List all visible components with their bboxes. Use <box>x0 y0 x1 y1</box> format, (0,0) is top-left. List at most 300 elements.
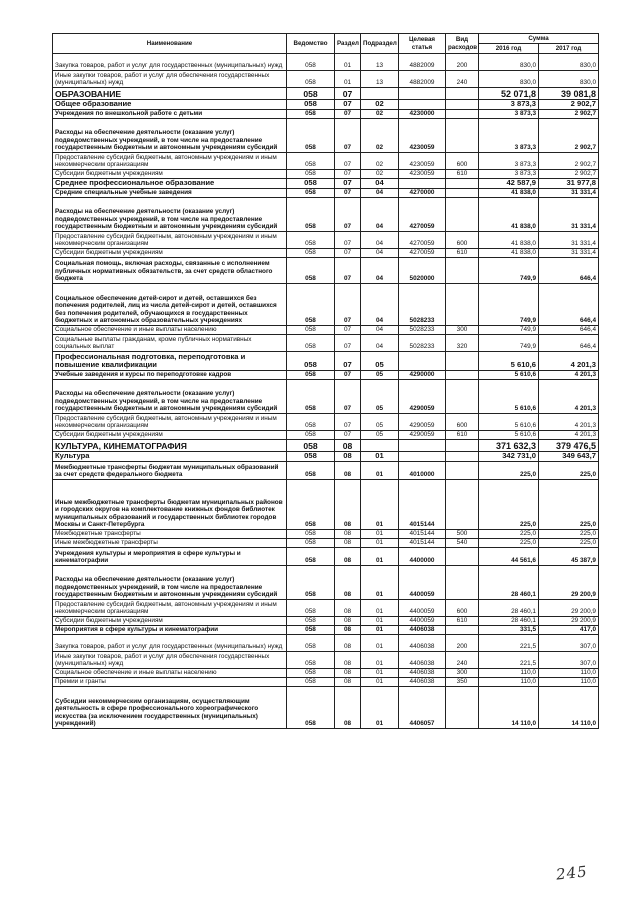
cell-name: Расходы на обеспечение деятельности (оказание услуг) подведомственных учреждений, в том числе на предоставление государственным бюджетным и автономным учреждениям субсидий <box>53 566 287 600</box>
table-row <box>53 452 599 462</box>
cell-sum-2016: 41 838,0 <box>479 249 539 258</box>
cell-section: 07 <box>335 153 361 170</box>
cell-name: Общее образование <box>53 100 287 110</box>
cell-exptype <box>446 380 479 414</box>
cell-name: Социальное обеспечение детей-сирот и детей, оставшихся без попечения родителей, лиц из числа детей-сирот и детей, оставшихся без попечения родителей, обучающихся в государственных бюджетных и автономных образовательных учреждениях <box>53 284 287 326</box>
table-row <box>53 88 599 100</box>
table-row <box>53 462 599 480</box>
cell-dept: 058 <box>287 414 335 431</box>
cell-subsection: 04 <box>361 198 399 232</box>
cell-subsection: 04 <box>361 326 399 335</box>
cell-sum-2016: 14 110,0 <box>479 687 539 729</box>
cell-sum-2017: 14 110,0 <box>539 687 599 729</box>
table-row <box>53 414 599 431</box>
header-subsection: Подраздел <box>361 34 399 54</box>
cell-dept: 058 <box>287 530 335 539</box>
table-row <box>53 170 599 179</box>
cell-name: Предоставление субсидий бюджетным, автономным учреждениям и иным некоммерческим организациям <box>53 414 287 431</box>
cell-sum-2017: 307,0 <box>539 635 599 652</box>
cell-subsection: 04 <box>361 335 399 352</box>
cell-sum-2017: 830,0 <box>539 71 599 88</box>
cell-target: 4290059 <box>399 414 446 431</box>
cell-exptype <box>446 462 479 480</box>
table-row <box>53 652 599 669</box>
cell-section: 07 <box>335 258 361 284</box>
cell-exptype <box>446 371 479 380</box>
table-row <box>53 71 599 88</box>
cell-sum-2016: 749,9 <box>479 326 539 335</box>
cell-sum-2017: 646,4 <box>539 326 599 335</box>
table-row <box>53 530 599 539</box>
cell-exptype: 240 <box>446 652 479 669</box>
cell-target: 4010000 <box>399 462 446 480</box>
cell-section: 07 <box>335 249 361 258</box>
cell-target: 4406057 <box>399 687 446 729</box>
cell-exptype <box>446 440 479 452</box>
cell-sum-2017: 29 200,9 <box>539 617 599 626</box>
cell-dept: 058 <box>287 380 335 414</box>
header-exptype: Вид расходов <box>446 34 479 54</box>
cell-target: 4015144 <box>399 530 446 539</box>
cell-name: Закупка товаров, работ и услуг для государственных (муниципальных) нужд <box>53 635 287 652</box>
cell-sum-2016: 371 632,3 <box>479 440 539 452</box>
cell-sum-2017: 29 200,9 <box>539 566 599 600</box>
table-row <box>53 352 599 371</box>
cell-subsection: 02 <box>361 100 399 110</box>
cell-sum-2017: 417,0 <box>539 626 599 635</box>
cell-name: Иные закупки товаров, работ и услуг для обеспечения государственных (муниципальных) нужд <box>53 71 287 88</box>
header-section: Раздел <box>335 34 361 54</box>
cell-exptype: 300 <box>446 669 479 678</box>
cell-subsection: 01 <box>361 566 399 600</box>
cell-name: Учебные заведения и курсы по переподготовке кадров <box>53 371 287 380</box>
cell-sum-2016: 221,5 <box>479 652 539 669</box>
table-row <box>53 189 599 198</box>
cell-sum-2017: 646,4 <box>539 284 599 326</box>
cell-target: 4230059 <box>399 153 446 170</box>
cell-sum-2016: 225,0 <box>479 462 539 480</box>
cell-target: 5020000 <box>399 258 446 284</box>
cell-section: 08 <box>335 626 361 635</box>
cell-subsection: 04 <box>361 189 399 198</box>
cell-sum-2016: 225,0 <box>479 480 539 530</box>
cell-dept: 058 <box>287 617 335 626</box>
cell-section: 07 <box>335 110 361 119</box>
cell-section: 07 <box>335 179 361 189</box>
cell-exptype <box>446 566 479 600</box>
budget-table-sheet <box>52 33 598 729</box>
cell-target: 5028233 <box>399 335 446 352</box>
cell-name: Профессиональная подготовка, переподготовка и повышение квалификации <box>53 352 287 371</box>
cell-name: Субсидии бюджетным учреждениям <box>53 249 287 258</box>
cell-sum-2017: 110,0 <box>539 669 599 678</box>
cell-subsection: 01 <box>361 539 399 548</box>
table-row <box>53 548 599 566</box>
cell-sum-2016: 52 071,8 <box>479 88 539 100</box>
cell-dept: 058 <box>287 652 335 669</box>
cell-sum-2017: 2 902,7 <box>539 110 599 119</box>
budget-table <box>52 33 599 729</box>
cell-subsection: 04 <box>361 284 399 326</box>
cell-sum-2017: 39 081,8 <box>539 88 599 100</box>
cell-sum-2016: 28 460,1 <box>479 566 539 600</box>
cell-exptype: 610 <box>446 170 479 179</box>
cell-target: 4406038 <box>399 635 446 652</box>
cell-subsection: 04 <box>361 249 399 258</box>
table-row <box>53 110 599 119</box>
cell-name: КУЛЬТУРА, КИНЕМАТОГРАФИЯ <box>53 440 287 452</box>
cell-name: Расходы на обеспечение деятельности (оказание услуг) подведомственных учреждений, в том числе на предоставление государственным бюджетным и автономным учреждениям субсидий <box>53 198 287 232</box>
cell-sum-2016: 41 838,0 <box>479 198 539 232</box>
cell-subsection: 01 <box>361 678 399 687</box>
cell-name: Предоставление субсидий бюджетным, автономным учреждениям и иным некоммерческим организациям <box>53 232 287 249</box>
cell-sum-2017: 31 977,8 <box>539 179 599 189</box>
cell-target: 5028233 <box>399 284 446 326</box>
table-row <box>53 153 599 170</box>
table-row <box>53 371 599 380</box>
cell-subsection: 05 <box>361 414 399 431</box>
cell-dept: 058 <box>287 179 335 189</box>
cell-exptype: 600 <box>446 600 479 617</box>
table-row <box>53 54 599 71</box>
cell-target: 4882009 <box>399 71 446 88</box>
cell-exptype <box>446 198 479 232</box>
cell-name: Иные межбюджетные трансферты <box>53 539 287 548</box>
cell-subsection: 04 <box>361 258 399 284</box>
cell-exptype <box>446 110 479 119</box>
cell-sum-2017: 646,4 <box>539 258 599 284</box>
cell-subsection: 04 <box>361 179 399 189</box>
cell-section: 07 <box>335 371 361 380</box>
cell-section: 07 <box>335 431 361 440</box>
cell-sum-2016: 225,0 <box>479 539 539 548</box>
cell-name: Мероприятия в сфере культуры и кинематографии <box>53 626 287 635</box>
cell-dept: 058 <box>287 54 335 71</box>
cell-sum-2016: 225,0 <box>479 530 539 539</box>
cell-target: 4270059 <box>399 249 446 258</box>
cell-exptype <box>446 258 479 284</box>
cell-sum-2017: 225,0 <box>539 539 599 548</box>
cell-section: 07 <box>335 232 361 249</box>
cell-target: 5028233 <box>399 326 446 335</box>
cell-dept: 058 <box>287 170 335 179</box>
cell-sum-2017: 31 331,4 <box>539 189 599 198</box>
cell-section: 07 <box>335 119 361 153</box>
cell-section: 07 <box>335 380 361 414</box>
cell-name: Субсидии бюджетным учреждениям <box>53 431 287 440</box>
cell-dept: 058 <box>287 600 335 617</box>
header-year-2017: 2017 год <box>539 44 599 54</box>
budget-table-body <box>53 54 599 729</box>
cell-section: 08 <box>335 635 361 652</box>
cell-exptype: 600 <box>446 232 479 249</box>
header-dept: Ведомство <box>287 34 335 54</box>
header-target: Целевая статья <box>399 34 446 54</box>
cell-sum-2016: 3 873,3 <box>479 100 539 110</box>
cell-dept: 058 <box>287 198 335 232</box>
cell-exptype <box>446 88 479 100</box>
cell-name: Субсидии бюджетным учреждениям <box>53 617 287 626</box>
cell-exptype: 540 <box>446 539 479 548</box>
cell-dept: 058 <box>287 548 335 566</box>
cell-dept: 058 <box>287 566 335 600</box>
cell-sum-2016: 5 610,6 <box>479 380 539 414</box>
cell-name: Социальные выплаты гражданам, кроме публичных нормативных социальных выплат <box>53 335 287 352</box>
cell-dept: 058 <box>287 462 335 480</box>
cell-exptype: 200 <box>446 635 479 652</box>
cell-sum-2017: 2 902,7 <box>539 153 599 170</box>
cell-name: Закупка товаров, работ и услуг для государственных (муниципальных) нужд <box>53 54 287 71</box>
cell-section: 07 <box>335 352 361 371</box>
table-row <box>53 431 599 440</box>
table-row <box>53 539 599 548</box>
cell-dept: 058 <box>287 635 335 652</box>
cell-target: 4400059 <box>399 566 446 600</box>
cell-target: 4406038 <box>399 669 446 678</box>
cell-name: Социальное обеспечение и иные выплаты населению <box>53 326 287 335</box>
cell-dept: 058 <box>287 71 335 88</box>
cell-sum-2017: 225,0 <box>539 530 599 539</box>
cell-target: 4406038 <box>399 626 446 635</box>
cell-section: 07 <box>335 326 361 335</box>
cell-section: 08 <box>335 548 361 566</box>
cell-name: Социальная помощь, включая расходы, связанные с исполнением публичных нормативных обязательств, за счет средств областного бюджета <box>53 258 287 284</box>
cell-subsection: 01 <box>361 530 399 539</box>
cell-name: Премии и гранты <box>53 678 287 687</box>
cell-section: 07 <box>335 414 361 431</box>
cell-sum-2017: 2 902,7 <box>539 119 599 153</box>
cell-name: Средние специальные учебные заведения <box>53 189 287 198</box>
cell-sum-2016: 5 610,6 <box>479 414 539 431</box>
cell-target: 4270059 <box>399 198 446 232</box>
cell-name: Учреждения культуры и мероприятия в сфере культуры и кинематографии <box>53 548 287 566</box>
cell-dept: 058 <box>287 480 335 530</box>
cell-target: 4230059 <box>399 170 446 179</box>
cell-name: Субсидии бюджетным учреждениям <box>53 170 287 179</box>
cell-section: 07 <box>335 88 361 100</box>
cell-section: 07 <box>335 284 361 326</box>
cell-sum-2016: 342 731,0 <box>479 452 539 462</box>
table-row <box>53 480 599 530</box>
cell-section: 08 <box>335 480 361 530</box>
cell-target <box>399 352 446 371</box>
cell-target: 4882009 <box>399 54 446 71</box>
cell-sum-2017: 2 902,7 <box>539 100 599 110</box>
cell-target: 4400059 <box>399 617 446 626</box>
cell-section: 08 <box>335 566 361 600</box>
cell-dept: 058 <box>287 258 335 284</box>
cell-target: 4406038 <box>399 678 446 687</box>
cell-target: 4406038 <box>399 652 446 669</box>
cell-name: Межбюджетные трансферты <box>53 530 287 539</box>
table-row <box>53 249 599 258</box>
cell-section: 08 <box>335 600 361 617</box>
cell-target: 4400000 <box>399 548 446 566</box>
cell-name: Предоставление субсидий бюджетным, автономным учреждениям и иным некоммерческим организациям <box>53 153 287 170</box>
cell-subsection <box>361 440 399 452</box>
table-row <box>53 326 599 335</box>
cell-section: 08 <box>335 669 361 678</box>
cell-sum-2017: 830,0 <box>539 54 599 71</box>
cell-section: 08 <box>335 652 361 669</box>
table-row <box>53 100 599 110</box>
cell-name: Социальное обеспечение и иные выплаты населению <box>53 669 287 678</box>
cell-section: 07 <box>335 100 361 110</box>
cell-sum-2016: 331,5 <box>479 626 539 635</box>
cell-exptype <box>446 452 479 462</box>
cell-section: 08 <box>335 678 361 687</box>
table-row <box>53 119 599 153</box>
cell-exptype <box>446 189 479 198</box>
cell-section: 07 <box>335 335 361 352</box>
cell-sum-2016: 110,0 <box>479 678 539 687</box>
table-row <box>53 600 599 617</box>
cell-sum-2017: 31 331,4 <box>539 249 599 258</box>
cell-subsection: 04 <box>361 232 399 249</box>
table-row <box>53 232 599 249</box>
cell-dept: 058 <box>287 352 335 371</box>
cell-dept: 058 <box>287 284 335 326</box>
cell-subsection: 01 <box>361 669 399 678</box>
cell-sum-2017: 4 201,3 <box>539 352 599 371</box>
cell-exptype: 240 <box>446 71 479 88</box>
cell-exptype: 610 <box>446 617 479 626</box>
cell-exptype: 500 <box>446 530 479 539</box>
cell-name: Учреждения по внешкольной работе с детьми <box>53 110 287 119</box>
cell-sum-2017: 379 476,5 <box>539 440 599 452</box>
cell-sum-2017: 225,0 <box>539 480 599 530</box>
cell-exptype <box>446 687 479 729</box>
cell-subsection: 01 <box>361 452 399 462</box>
cell-section: 08 <box>335 617 361 626</box>
cell-exptype <box>446 119 479 153</box>
cell-sum-2017: 4 201,3 <box>539 431 599 440</box>
cell-sum-2017: 110,0 <box>539 678 599 687</box>
cell-subsection: 01 <box>361 652 399 669</box>
header-name: Наименование <box>53 34 287 54</box>
cell-sum-2016: 749,9 <box>479 258 539 284</box>
cell-target: 4230059 <box>399 119 446 153</box>
cell-target: 4290000 <box>399 371 446 380</box>
cell-target: 4015144 <box>399 480 446 530</box>
cell-subsection: 01 <box>361 635 399 652</box>
cell-exptype <box>446 480 479 530</box>
cell-sum-2017: 4 201,3 <box>539 414 599 431</box>
cell-section: 08 <box>335 452 361 462</box>
cell-sum-2016: 5 610,6 <box>479 352 539 371</box>
cell-dept: 058 <box>287 100 335 110</box>
header-year-2016: 2016 год <box>479 44 539 54</box>
cell-exptype: 350 <box>446 678 479 687</box>
cell-sum-2017: 45 387,9 <box>539 548 599 566</box>
cell-sum-2016: 3 873,3 <box>479 170 539 179</box>
cell-section: 07 <box>335 189 361 198</box>
cell-sum-2017: 4 201,3 <box>539 371 599 380</box>
cell-target: 4290059 <box>399 431 446 440</box>
cell-dept: 058 <box>287 371 335 380</box>
cell-target <box>399 88 446 100</box>
cell-exptype <box>446 100 479 110</box>
cell-subsection: 05 <box>361 352 399 371</box>
cell-sum-2017: 646,4 <box>539 335 599 352</box>
cell-section: 08 <box>335 539 361 548</box>
cell-exptype: 610 <box>446 431 479 440</box>
cell-target: 4270000 <box>399 189 446 198</box>
cell-exptype <box>446 548 479 566</box>
cell-sum-2016: 830,0 <box>479 71 539 88</box>
table-row <box>53 626 599 635</box>
cell-name: Иные закупки товаров, работ и услуг для обеспечения государственных (муниципальных) нужд <box>53 652 287 669</box>
cell-name: Расходы на обеспечение деятельности (оказание услуг) подведомственных учреждений, в том числе на предоставление государственным бюджетным и автономным учреждениям субсидий <box>53 380 287 414</box>
table-row <box>53 566 599 600</box>
cell-subsection: 01 <box>361 462 399 480</box>
cell-exptype: 320 <box>446 335 479 352</box>
cell-dept: 058 <box>287 88 335 100</box>
cell-dept: 058 <box>287 249 335 258</box>
table-row <box>53 198 599 232</box>
cell-subsection: 01 <box>361 626 399 635</box>
cell-exptype: 600 <box>446 414 479 431</box>
page-signature: 245 <box>555 862 589 884</box>
cell-sum-2017: 2 902,7 <box>539 170 599 179</box>
cell-subsection: 01 <box>361 687 399 729</box>
cell-section: 08 <box>335 440 361 452</box>
cell-sum-2016: 5 610,6 <box>479 371 539 380</box>
table-row <box>53 258 599 284</box>
cell-exptype: 300 <box>446 326 479 335</box>
cell-section: 08 <box>335 687 361 729</box>
cell-dept: 058 <box>287 326 335 335</box>
cell-target: 4015144 <box>399 539 446 548</box>
table-row <box>53 617 599 626</box>
cell-name: Расходы на обеспечение деятельности (оказание услуг) подведомственных учреждений, в том числе на предоставление государственным бюджетным и автономным учреждениям субсидий <box>53 119 287 153</box>
cell-exptype: 600 <box>446 153 479 170</box>
cell-name: ОБРАЗОВАНИЕ <box>53 88 287 100</box>
cell-dept: 058 <box>287 539 335 548</box>
cell-subsection: 01 <box>361 548 399 566</box>
cell-sum-2016: 44 561,6 <box>479 548 539 566</box>
cell-name: Субсидии некоммерческим организациям, осуществляющим деятельность в сфере профессионального хореографического искусства (за исключением государственных (муниципальных) учреждений) <box>53 687 287 729</box>
cell-section: 08 <box>335 530 361 539</box>
cell-section: 01 <box>335 54 361 71</box>
cell-dept: 058 <box>287 452 335 462</box>
cell-target: 4290059 <box>399 380 446 414</box>
cell-dept: 058 <box>287 153 335 170</box>
cell-dept: 058 <box>287 431 335 440</box>
cell-sum-2016: 41 838,0 <box>479 232 539 249</box>
cell-name: Иные межбюджетные трансферты бюджетам муниципальных районов и городских округов на комплектование книжных фондов библиотек муниципальных образований и государственных библиотек городов Москвы и Санкт-Петербурга <box>53 480 287 530</box>
cell-sum-2017: 349 643,7 <box>539 452 599 462</box>
cell-sum-2016: 5 610,6 <box>479 431 539 440</box>
cell-target <box>399 100 446 110</box>
cell-exptype <box>446 626 479 635</box>
cell-subsection: 05 <box>361 371 399 380</box>
cell-sum-2017: 307,0 <box>539 652 599 669</box>
cell-exptype: 610 <box>446 249 479 258</box>
cell-subsection: 02 <box>361 110 399 119</box>
cell-subsection: 01 <box>361 617 399 626</box>
cell-section: 07 <box>335 170 361 179</box>
cell-exptype <box>446 284 479 326</box>
cell-dept: 058 <box>287 335 335 352</box>
cell-sum-2016: 749,9 <box>479 335 539 352</box>
cell-sum-2017: 31 331,4 <box>539 232 599 249</box>
cell-dept: 058 <box>287 189 335 198</box>
table-row <box>53 284 599 326</box>
cell-dept: 058 <box>287 669 335 678</box>
cell-dept: 058 <box>287 119 335 153</box>
cell-sum-2016: 221,5 <box>479 635 539 652</box>
